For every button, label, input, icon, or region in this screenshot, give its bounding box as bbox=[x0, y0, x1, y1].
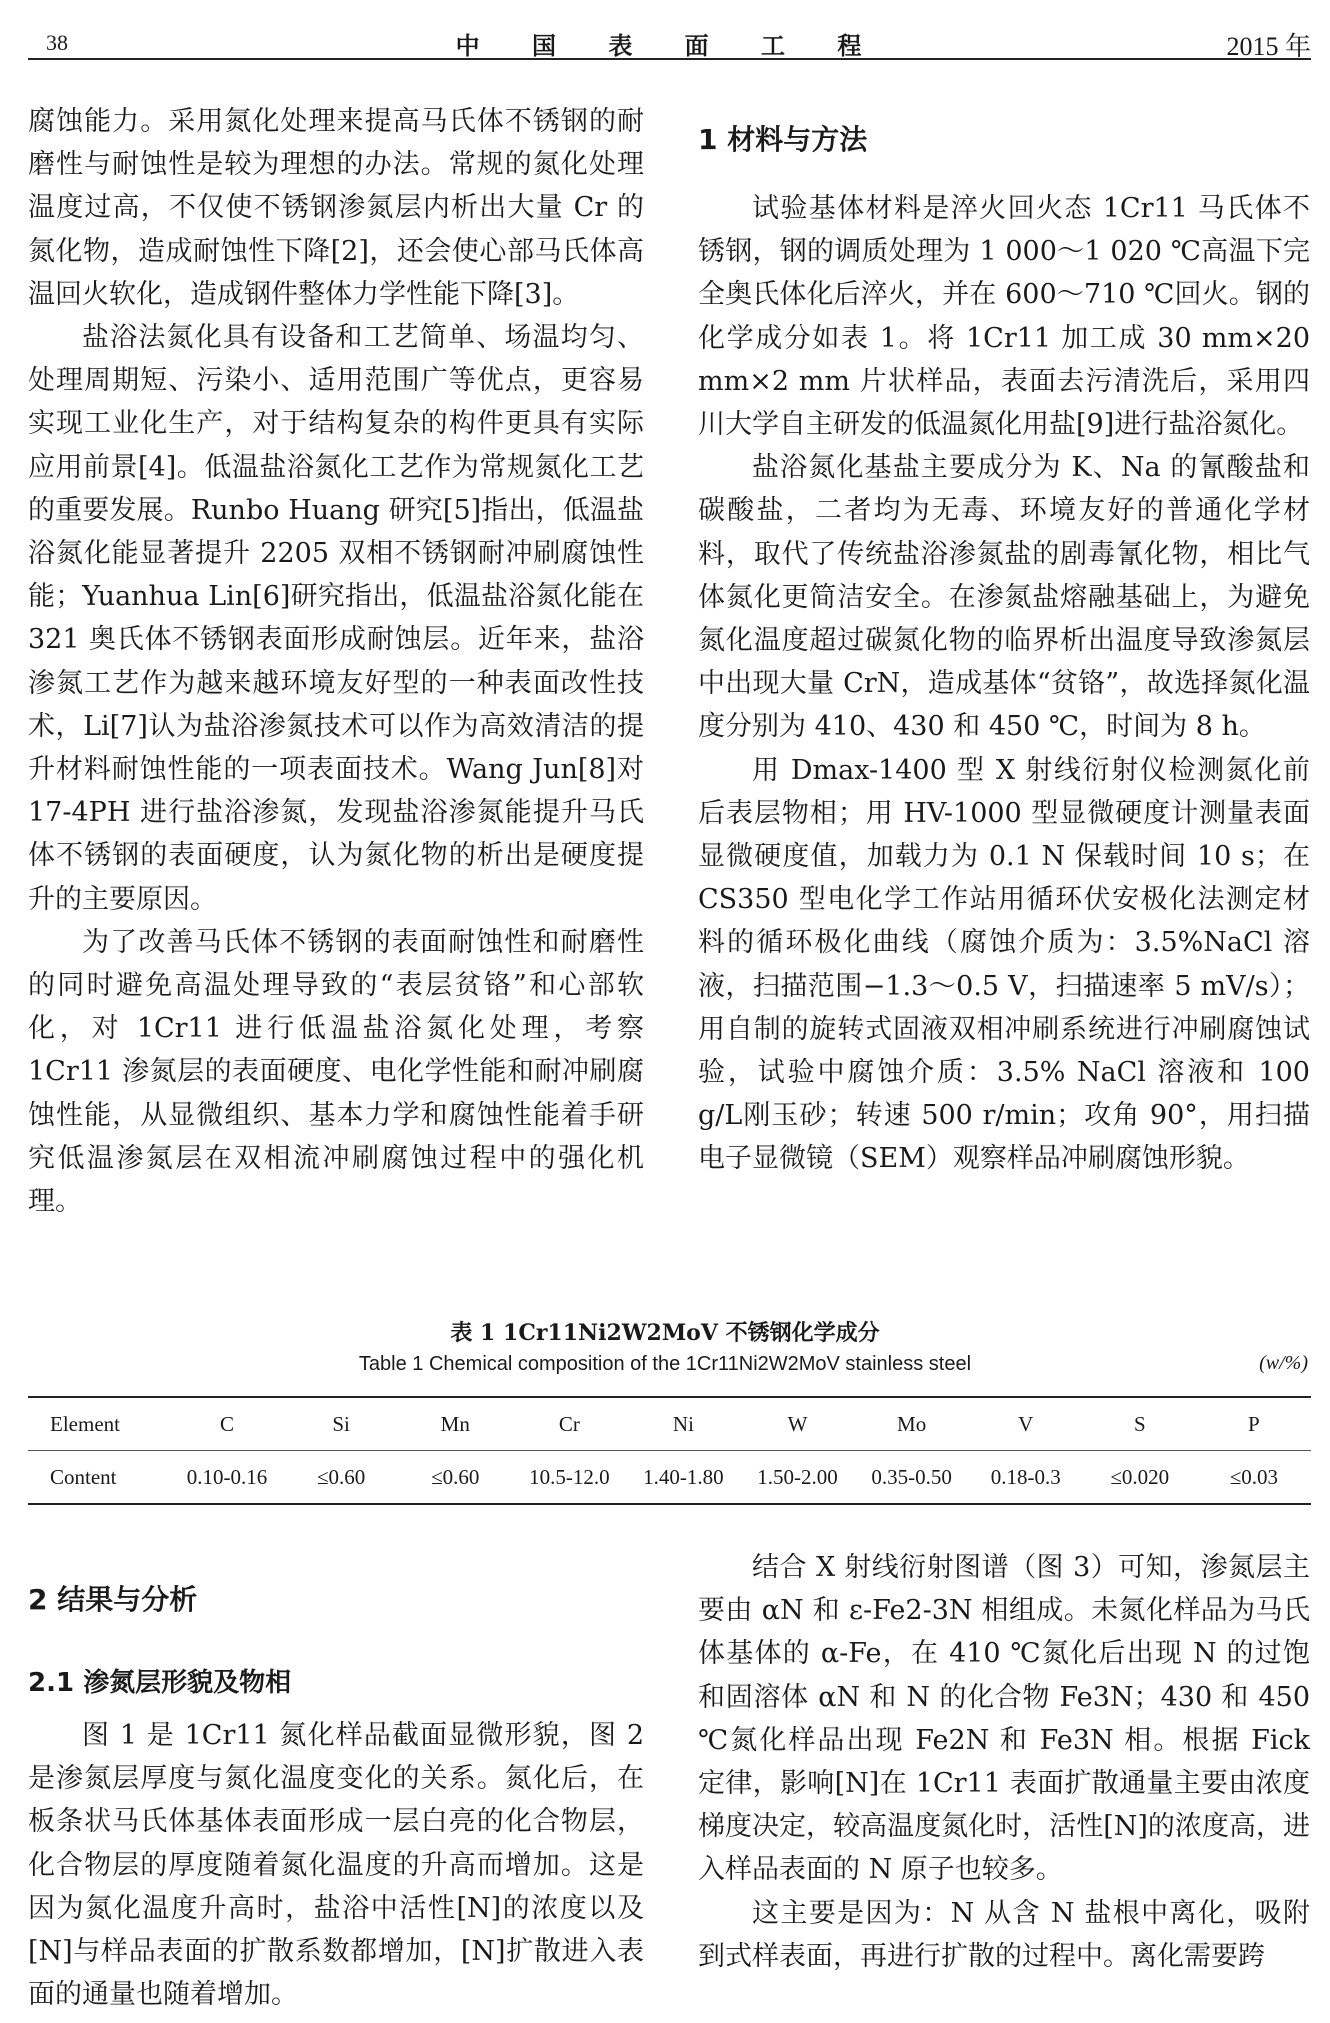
left-column-bottom bbox=[28, 1714, 644, 2016]
table-header-cell: Element bbox=[50, 1411, 120, 1436]
paragraph: 盐浴氮化基盐主要成分为 K、Na 的氰酸盐和碳酸盐，二者均为无毒、环境友好的普通化学材料，取代了传统盐浴渗氮盐的剧毒氰化物，相比气体氮化更简洁安全。在渗氮盐熔融基础上，为避免氮化温度超过碳氮化物的临界析出温度导致渗氮层中出现大量 CrN，造成基体“贫铬”，故选择氮化温度分别为 410、430 和 450 ℃，时间为 8 h。 bbox=[698, 452, 1310, 743]
paragraph: 用 Dmax-1400 型 X 射线衍射仪检测氮化前后表层物相；用 HV-1000 型显微硬度计测量表面显微硬度值，加载力为 0.1 N 保载时间 10 s；在 CS350 型电化学工作站用循环伏安极化法测定材料的循环极化曲线（腐蚀介质为：3.5%NaCl 溶液，扫描范围−1.3～0.5 V，扫描速率 5 mV/s）；用自制的旋转式固液双相冲刷系统进行冲刷腐蚀试验，试验中腐蚀介质：3.5% NaCl 溶液和 100 g/L刚玉砂；转速 500 r/min；攻角 90°，用扫描电子显微镜（SEM）观察样品冲刷腐蚀形貌。 bbox=[698, 754, 1310, 1175]
right-column-top bbox=[698, 187, 1310, 1181]
paragraph: 为了改善马氏体不锈钢的表面耐蚀性和耐磨性的同时避免高温处理导致的“表层贫铬”和心部软化，对 1Cr11 进行低温盐浴氮化处理，考察 1Cr11 渗氮层的表面硬度、电化学性能和耐冲刷腐蚀性能，从显微组织、基本力学和腐蚀性能着手研究低温渗氮层在双相流冲刷腐蚀过程中的强化机理。 bbox=[28, 926, 644, 1218]
table-header-cell: Cr bbox=[558, 1411, 580, 1436]
subsection-heading-morphology: 2.1 渗氮层形貌及物相 bbox=[28, 1668, 292, 1698]
table-cell: 0.18-0.3 bbox=[990, 1464, 1061, 1489]
table-header-row bbox=[28, 1398, 1311, 1451]
table-cell: Content bbox=[50, 1464, 117, 1489]
paragraph: 结合 X 射线衍射图谱（图 3）可知，渗氮层主要由 αN 和 ε-Fe2-3N 相组成。未氮化样品为马氏体基体的 α-Fe，在 410 ℃氮化后出现 N 的过饱和固溶体 αN 和 N 的化合物 Fe3N；430 和 450 ℃氮化样品出现 Fe2N 和 Fe3N 相。根据 Fick 定律，影响[N]在 1Cr11 表面扩散通量主要由浓度梯度决定，较高温度氮化时，活性[N]的浓度高，进入样品表面的 N 原子也较多。 bbox=[698, 1552, 1310, 1886]
section-heading-materials-methods: 1 材料与方法 bbox=[698, 123, 868, 156]
journal-title: 中 国 表 面 工 程 bbox=[455, 31, 884, 60]
table-header-cell: Mn bbox=[440, 1411, 470, 1436]
table-caption-en: Table 1 Chemical composition of the 1Cr11Ni2W2MoV stainless steel bbox=[358, 1353, 972, 1375]
issue-year: 2015 年 bbox=[1226, 32, 1311, 61]
composition-table bbox=[28, 1396, 1311, 1505]
paragraph: 图 1 是 1Cr11 氮化样品截面显微形貌，图 2 是渗氮层厚度与氮化温度变化的关系。氮化后，在板条状马氏体基体表面形成一层白亮的化合物层，化合物层的厚度随着氮化温度的升高而增加。这是因为氮化温度升高时，盐浴中活性[N]的浓度以及[N]与样品表面的扩散系数都增加，[N]扩散进入表面的通量也随着增加。 bbox=[28, 1720, 644, 2011]
paragraph: 这主要是因为：N 从含 N 盐根中离化，吸附到式样表面，再进行扩散的过程中。离化需要跨 bbox=[698, 1897, 1310, 1972]
left-column-top bbox=[28, 100, 644, 1223]
table-caption-cn: 表 1 1Cr11Ni2W2MoV 不锈钢化学成分 bbox=[450, 1320, 880, 1346]
table-header-cell: W bbox=[787, 1411, 808, 1436]
table-cell: ≤0.020 bbox=[1110, 1464, 1170, 1489]
table-row bbox=[28, 1451, 1311, 1503]
page-header bbox=[28, 18, 1311, 60]
table-cell: 0.35-0.50 bbox=[871, 1464, 952, 1489]
paragraph: 腐蚀能力。采用氮化处理来提高马氏体不锈钢的耐磨性与耐蚀性是较为理想的办法。常规的氮化处理温度过高，不仅使不锈钢渗氮层内析出大量 Cr 的氮化物，造成耐蚀性下降[2]，还会使心部马氏体高温回火软化，造成钢件整体力学性能下降[3]。 bbox=[28, 106, 644, 310]
table-header-cell: C bbox=[220, 1411, 235, 1436]
table-cell: ≤0.60 bbox=[431, 1464, 480, 1489]
paragraph: 试验基体材料是淬火回火态 1Cr11 马氏体不锈钢，钢的调质处理为 1 000～1 020 ℃高温下完全奥氏体化后淬火，并在 600～710 ℃回火。钢的化学成分如表 1。将 1Cr11 加工成 30 mm×20 mm×2 mm 片状样品，表面去污清洗后，采用四川大学自主研发的低温氮化用盐[9]进行盐浴氮化。 bbox=[698, 193, 1310, 441]
page-number: 38 bbox=[46, 30, 68, 55]
table-header-cell: P bbox=[1248, 1411, 1260, 1436]
table-header-cell: V bbox=[1018, 1411, 1034, 1436]
table-header-cell: S bbox=[1133, 1411, 1146, 1436]
table-header-cell: Mo bbox=[897, 1411, 927, 1436]
paragraph: 盐浴法氮化具有设备和工艺简单、场温均匀、处理周期短、污染小、适用范围广等优点，更容易实现工业化生产，对于结构复杂的构件更具有实际应用前景[4]。低温盐浴氮化工艺作为常规氮化工艺的重要发展。Runbo Huang 研究[5]指出，低温盐浴氮化能显著提升 2205 双相不锈钢耐冲刷腐蚀性能；Yuanhua Lin[6]研究指出，低温盐浴氮化能在 321 奥氏体不锈钢表面形成耐蚀层。近年来，盐浴渗氮工艺作为越来越环境友好型的一种表面改性技术，Li[7]认为盐浴渗氮技术可以作为高效清洁的提升材料耐蚀性能的一项表面技术。Wang Jun[8]对 17-4PH 进行盐浴渗氮，发现盐浴渗氮能提升马氏体不锈钢的表面硬度，认为氮化物的析出是硬度提升的主要原因。 bbox=[28, 322, 644, 915]
table-cell: ≤0.60 bbox=[317, 1464, 366, 1489]
right-column-bottom bbox=[698, 1546, 1310, 1978]
table-cell: 1.40-1.80 bbox=[643, 1464, 724, 1489]
table-cell: ≤0.03 bbox=[1229, 1464, 1279, 1489]
table-cell: 0.10-0.16 bbox=[186, 1464, 268, 1489]
table-cell: 10.5-12.0 bbox=[529, 1464, 610, 1489]
table-unit: (w/%) bbox=[1259, 1352, 1308, 1374]
table-header-cell: Ni bbox=[672, 1411, 694, 1436]
table-header-cell: Si bbox=[332, 1411, 350, 1436]
table-cell: 1.50-2.00 bbox=[757, 1464, 838, 1489]
section-heading-results: 2 结果与分析 bbox=[28, 1583, 198, 1616]
